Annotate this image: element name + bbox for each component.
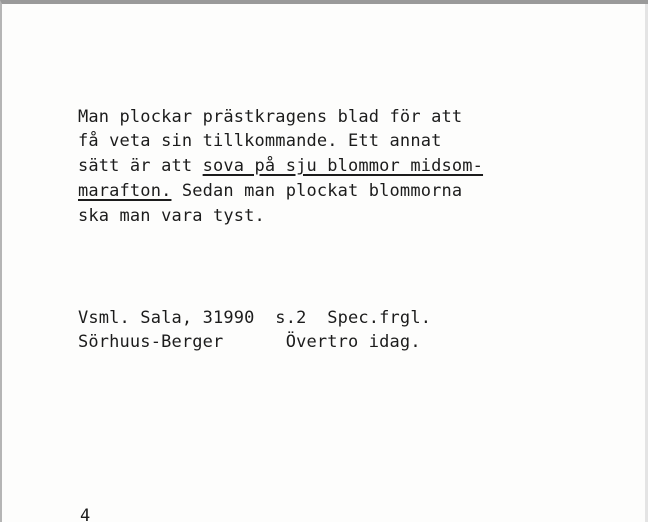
text-line-4 — [78, 181, 462, 201]
text-line-2: få veta sin tillkommande. Ett annat — [78, 131, 442, 151]
text-line-3 — [78, 156, 483, 176]
text-line-4-plain: Sedan man plockat blommorna — [171, 181, 463, 201]
text-line-3-underlined: sova på sju blommor midsom- — [202, 156, 484, 176]
text-line-3-plain: sätt är att — [78, 156, 203, 176]
record-line-1: Vsml. Sala, 31990 s.2 Spec.frgl. — [78, 308, 432, 328]
text-line-4-underlined: marafton. — [78, 181, 172, 201]
record-line-2: Sörhuus-Berger Övertro idag. — [78, 332, 421, 352]
text-line-5: ska man vara tyst. — [78, 206, 265, 226]
card-number: 4 — [80, 506, 91, 522]
text-line-1: Man plockar prästkragens blad för att — [78, 107, 463, 127]
